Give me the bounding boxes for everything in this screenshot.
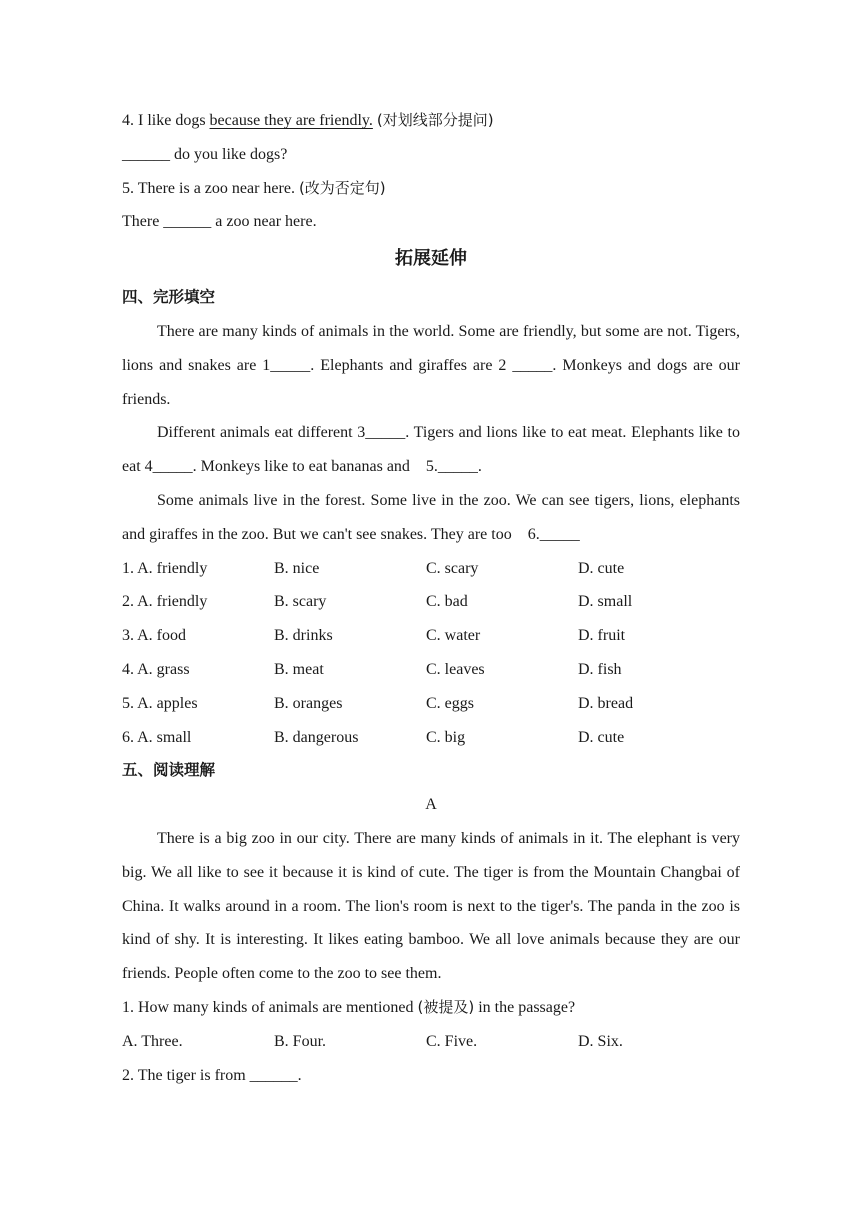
q5-prefix: 5. There is a zoo near here. xyxy=(122,179,299,197)
cloze-paragraph: There are many kinds of animals in the world. Some are friendly, but some are not. Tigers, lions and snakes are 1_____. Elephants and giraffes are 2 _____. Monkeys and dogs are our friends. xyxy=(122,322,740,408)
rq1-suffix: in the passage? xyxy=(474,998,576,1016)
q4-underlined-part: because they are friendly. xyxy=(209,112,373,129)
option-b: B. meat xyxy=(274,660,324,678)
cloze-question-row xyxy=(122,552,740,586)
option-a: 6. A. small xyxy=(122,728,192,746)
option-c: C. leaves xyxy=(426,660,485,678)
extension-title: 拓展延伸 xyxy=(395,248,467,270)
option-d: D. bread xyxy=(578,694,634,712)
rewrite-answer-4: ______ do you like dogs? xyxy=(122,145,288,163)
option-a: A. Three. xyxy=(122,1032,183,1050)
worksheet-page xyxy=(122,104,740,1092)
cloze-paragraph: Some animals live in the forest. Some live in the zoo. We can see tigers, lions, elephants and giraffes in the zoo. But we can't see snakes. They are too 6._____ xyxy=(122,491,740,543)
reading-question-1 xyxy=(122,991,740,1025)
option-a: 3. A. food xyxy=(122,627,186,645)
reading-question-2: 2. The tiger is from ______. xyxy=(122,1066,302,1084)
option-d: D. cute xyxy=(578,728,625,746)
option-d: D. fruit xyxy=(578,627,626,645)
rewrite-question-4 xyxy=(122,104,740,138)
option-d: D. fish xyxy=(578,660,622,678)
option-b: B. oranges xyxy=(274,694,343,712)
option-a: 1. A. friendly xyxy=(122,559,208,577)
cloze-paragraph: Different animals eat different 3_____. Tigers and lions like to eat meat. Elephants like to eat 4_____. Monkeys like to eat bananas and 5._____. xyxy=(122,424,740,476)
option-b: B. Four. xyxy=(274,1032,327,1050)
q5-instruction: (改为否定句) xyxy=(298,178,386,197)
option-d: D. Six. xyxy=(578,1032,623,1050)
option-c: C. scary xyxy=(426,559,479,577)
cloze-heading: 四、完形填空 xyxy=(122,288,216,307)
option-c: C. eggs xyxy=(426,694,474,712)
option-c: C. big xyxy=(426,728,466,746)
option-b: B. drinks xyxy=(274,627,333,645)
cloze-question-row xyxy=(122,585,740,619)
rq1-note: (被提及) xyxy=(417,997,475,1016)
reading-heading: 五、阅读理解 xyxy=(122,761,216,780)
reading-q1-options xyxy=(122,1025,740,1059)
option-b: B. scary xyxy=(274,593,327,611)
cloze-question-row xyxy=(122,653,740,687)
rewrite-answer-5: There ______ a zoo near here. xyxy=(122,213,317,231)
rewrite-question-5 xyxy=(122,172,740,206)
q4-instruction: (对划线部分提问) xyxy=(376,111,494,129)
q4-prefix: 4. I like dogs xyxy=(122,112,210,129)
option-c: C. water xyxy=(426,627,481,645)
option-a: 5. A. apples xyxy=(122,694,198,712)
option-a: 2. A. friendly xyxy=(122,593,208,611)
option-b: B. dangerous xyxy=(274,728,359,746)
cloze-question-row xyxy=(122,619,740,653)
option-c: C. Five. xyxy=(426,1032,478,1050)
passage-label: A xyxy=(425,796,437,814)
option-b: B. nice xyxy=(274,559,320,577)
option-d: D. small xyxy=(578,593,633,611)
reading-passage: There is a big zoo in our city. There are many kinds of animals in it. The elephant is very big. We all like to see it because it is kind of cute. The tiger is from the Mountain Changbai of China. It walks around in a room. The lion's room is next to the tiger's. The panda in the zoo is kind of shy. It is interesting. It likes eating bamboo. We all love animals because they are our friends. People often come to the zoo to see them. xyxy=(122,829,740,983)
cloze-question-row xyxy=(122,687,740,721)
option-a: 4. A. grass xyxy=(122,660,190,678)
option-c: C. bad xyxy=(426,593,468,611)
cloze-question-row xyxy=(122,721,740,755)
option-d: D. cute xyxy=(578,559,625,577)
rq1-prefix: 1. How many kinds of animals are mentioned xyxy=(122,998,418,1016)
